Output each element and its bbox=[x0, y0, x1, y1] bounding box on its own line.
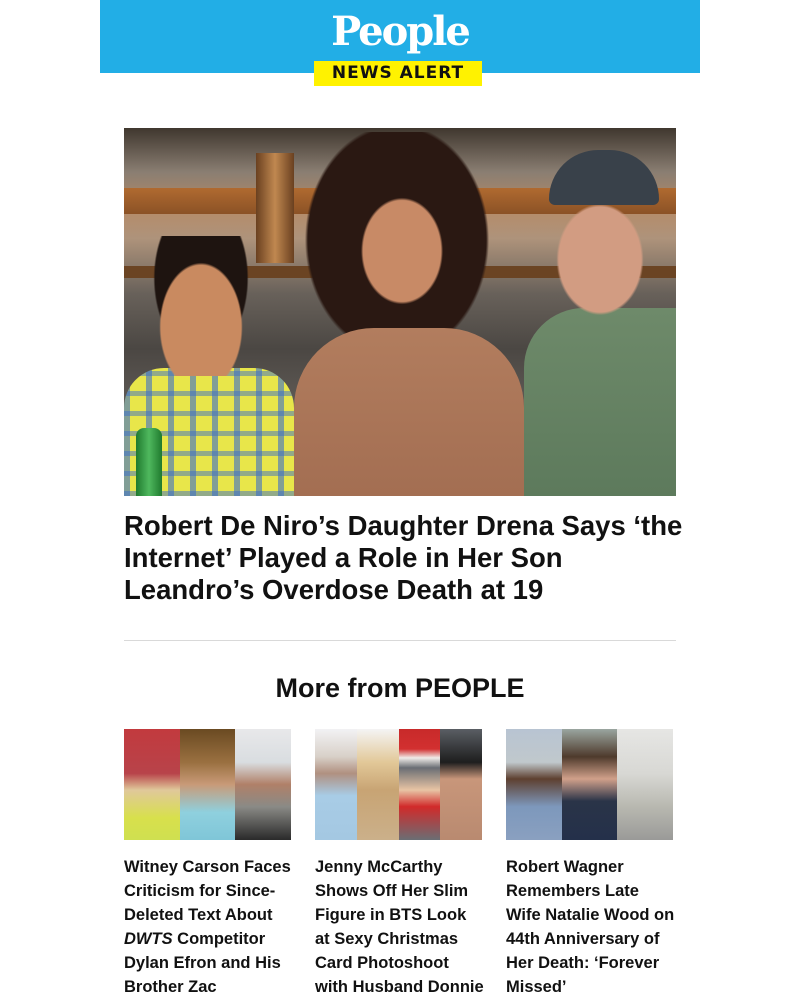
thumbnail-panel bbox=[235, 729, 291, 840]
thumbnail-panel bbox=[124, 729, 180, 840]
thumbnail-panel bbox=[180, 729, 236, 840]
hero-image[interactable] bbox=[124, 128, 676, 496]
thumbnail-panel bbox=[506, 729, 562, 840]
thumbnail-panel bbox=[399, 729, 441, 840]
story-title-link[interactable]: Robert Wagner Remembers Late Wife Natalie Wood on 44th Anniversary of Her Death: ‘Forever Missed’ bbox=[506, 858, 675, 996]
hero-image-figure bbox=[524, 308, 676, 496]
story-thumbnail[interactable] bbox=[124, 729, 291, 840]
story-thumbnail[interactable] bbox=[506, 729, 673, 840]
hero-headline-link[interactable]: Robert De Niro’s Daughter Drena Says ‘the Internet’ Played a Role in Her Son Leandro’s Overdose Death at 19 bbox=[124, 510, 683, 605]
news-alert-badge: NEWS ALERT bbox=[314, 61, 482, 86]
thumbnail-panel bbox=[562, 729, 618, 840]
hero-image-bottle bbox=[136, 428, 162, 496]
thumbnail-panel bbox=[617, 729, 673, 840]
story-title-text: Witney Carson Faces Criticism for Since-Deleted Text About bbox=[124, 858, 291, 924]
thumbnail-panel bbox=[440, 729, 482, 840]
story-title-italic: DWTS bbox=[124, 930, 173, 948]
story-title-link[interactable] bbox=[124, 855, 294, 999]
hero-image-figure bbox=[352, 186, 452, 316]
story-title-link[interactable]: Jenny McCarthy Shows Off Her Slim Figure in BTS Look at Sexy Christmas Card Photoshoot with Husband Donnie bbox=[315, 858, 484, 996]
thumbnail-panel bbox=[357, 729, 399, 840]
story-card[interactable] bbox=[506, 729, 676, 999]
story-title-text: Competitor Dylan Efron and His Brother Zac bbox=[124, 930, 281, 996]
story-card[interactable] bbox=[124, 729, 294, 999]
more-section-title: More from PEOPLE bbox=[275, 673, 525, 703]
thumbnail-panel bbox=[315, 729, 357, 840]
hero-image-figure bbox=[142, 236, 260, 376]
hero-image-cap bbox=[549, 150, 659, 205]
hero-image-figure bbox=[294, 328, 524, 496]
hero-image-figure bbox=[544, 188, 656, 318]
people-logo[interactable]: People bbox=[331, 8, 469, 55]
story-card[interactable] bbox=[315, 729, 485, 999]
hero-image-post bbox=[256, 153, 294, 263]
story-thumbnail[interactable] bbox=[315, 729, 482, 840]
section-divider bbox=[124, 640, 676, 641]
